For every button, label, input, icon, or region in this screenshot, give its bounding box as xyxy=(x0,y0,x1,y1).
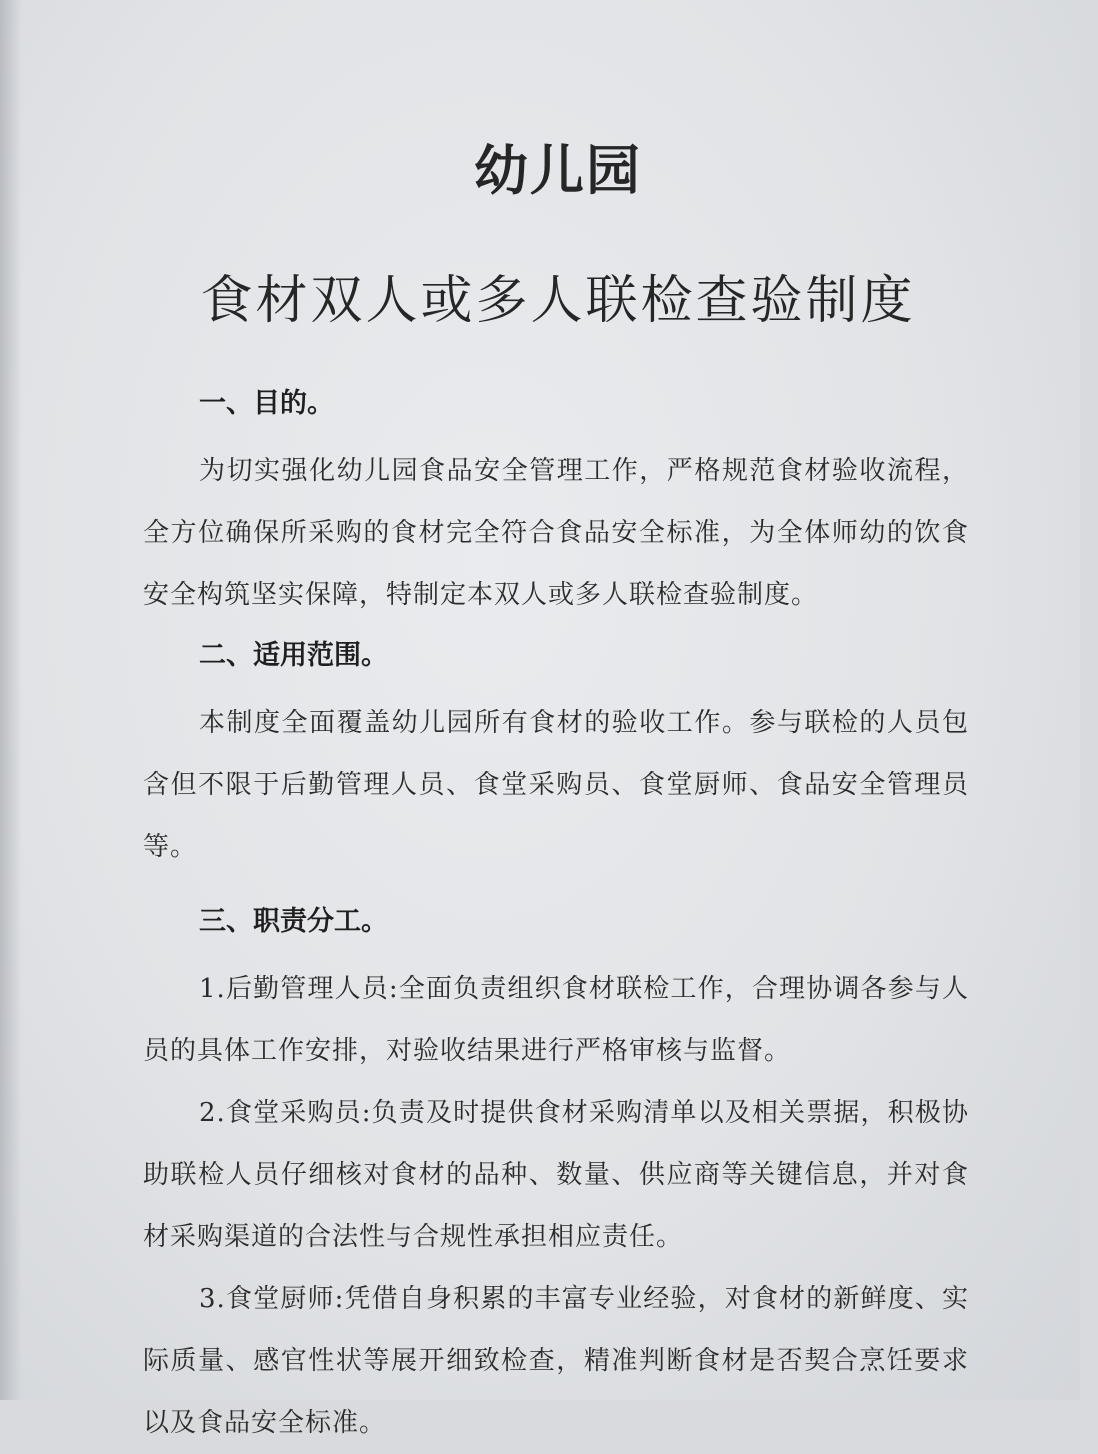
document-title: 幼儿园 xyxy=(474,139,642,202)
document-body xyxy=(143,378,969,1454)
document-subtitle: 食材双人或多人联检查验制度 xyxy=(200,271,916,331)
paragraph: 2.食堂采购员:负责及时提供食材采购清单以及相关票据，积极协助联检人员仔细核对食材的品种、数量、供应商等关键信息，并对食材采购渠道的合法性与合规性承担相应责任。 xyxy=(143,1098,969,1252)
section-scope xyxy=(143,630,969,878)
page-edge-shadow xyxy=(0,0,22,1400)
section-heading: 二、适用范围。 xyxy=(199,640,388,671)
paragraph: 为切实强化幼儿园食品安全管理工作，严格规范食材验收流程，全方位确保所采购的食材完全符合食品安全标准，为全体师幼的饮食安全构筑坚实保障，特制定本双人或多人联检查验制度。 xyxy=(143,456,969,610)
section-heading: 三、职责分工。 xyxy=(199,906,388,937)
section-purpose xyxy=(143,378,969,626)
paragraph: 1.后勤管理人员:全面负责组织食材联检工作，合理协调各参与人员的具体工作安排，对验收结果进行严格审核与监督。 xyxy=(143,974,969,1066)
section-responsibilities xyxy=(143,896,969,1454)
section-heading: 一、目的。 xyxy=(199,388,334,419)
paragraph: 3.食堂厨师:凭借自身积累的丰富专业经验，对食材的新鲜度、实际质量、感官性状等展开细致检查，精准判断食材是否契合烹饪要求以及食品安全标准。 xyxy=(143,1284,969,1438)
paragraph: 本制度全面覆盖幼儿园所有食材的验收工作。参与联检的人员包含但不限于后勤管理人员、食堂采购员、食堂厨师、食品安全管理员等。 xyxy=(143,708,969,862)
